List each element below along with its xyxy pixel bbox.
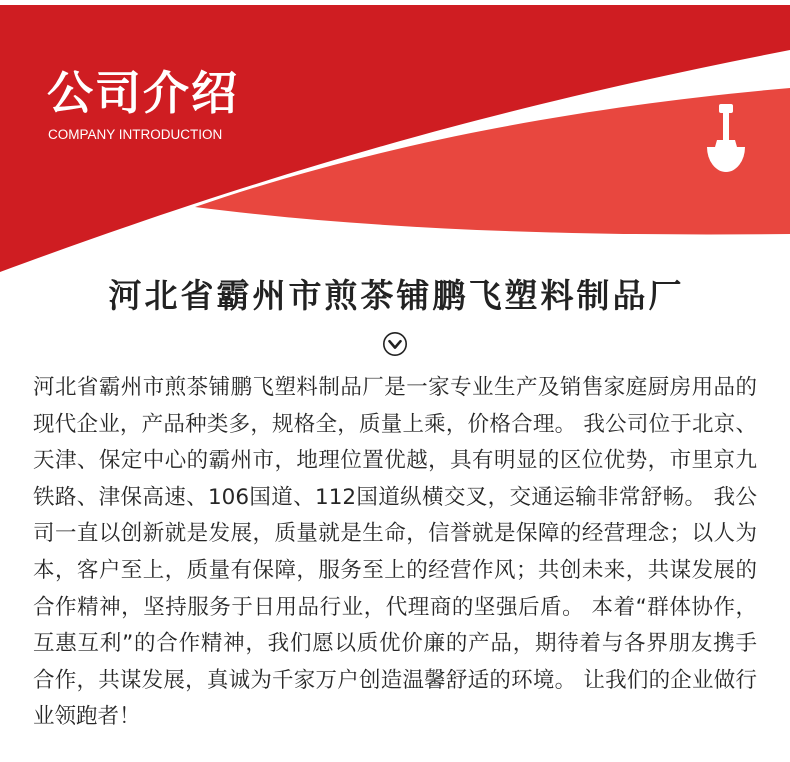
intro-line: 合作，共谋发展，真诚为千家万户创造温馨舒适的环境。 让我们的企业做行 (33, 667, 757, 693)
chevron-down-glyph (390, 341, 401, 347)
intro-line: 本，客户至上，质量有保障，服务至上的经营作风；共创未来，共谋发展的 (33, 557, 757, 583)
section-title: 公司介绍 (47, 66, 239, 120)
plunger-icon (698, 100, 754, 180)
section-subtitle: COMPANY INTRODUCTION (48, 127, 223, 142)
plunger-stem (723, 112, 729, 141)
plunger-cup (707, 147, 745, 172)
intro-line: 互惠互利”的合作精神，我们愿以质优价廉的产品，期待着与各界朋友携手 (33, 631, 757, 657)
chevron-down-circle-icon (382, 331, 408, 357)
company-name: 河北省霸州市煎茶铺鹏飞塑料制品厂 (108, 276, 685, 315)
plunger-shape (707, 104, 745, 172)
intro-line: 天津、保定中心的霸州市，地理位置优越，具有明显的区位优势，市里京九 (33, 448, 757, 474)
intro-line: 铁路、津保高速、106国道、112国道纵横交叉，交通运输非常舒畅。 我公 (33, 484, 757, 510)
intro-line: 河北省霸州市煎茶铺鹏飞塑料制品厂是一家专业生产及销售家庭厨房用品的 (33, 375, 757, 400)
intro-line: 业领跑者！ (33, 704, 141, 730)
plunger-collar (715, 140, 737, 147)
intro-line: 司一直以创新就是发展，质量就是生命，信誉就是保障的经营理念；以人为 (33, 521, 757, 547)
intro-paragraph (33, 370, 757, 736)
plunger-handle-knob (719, 104, 733, 113)
chevron-circle-outline (384, 333, 406, 355)
intro-line: 现代企业，产品种类多，规格全，质量上乘，价格合理。 我公司位于北京、 (33, 411, 757, 437)
intro-line: 合作精神，坚持服务于日用品行业，代理商的坚强后盾。 本着“群体协作， (33, 594, 757, 620)
